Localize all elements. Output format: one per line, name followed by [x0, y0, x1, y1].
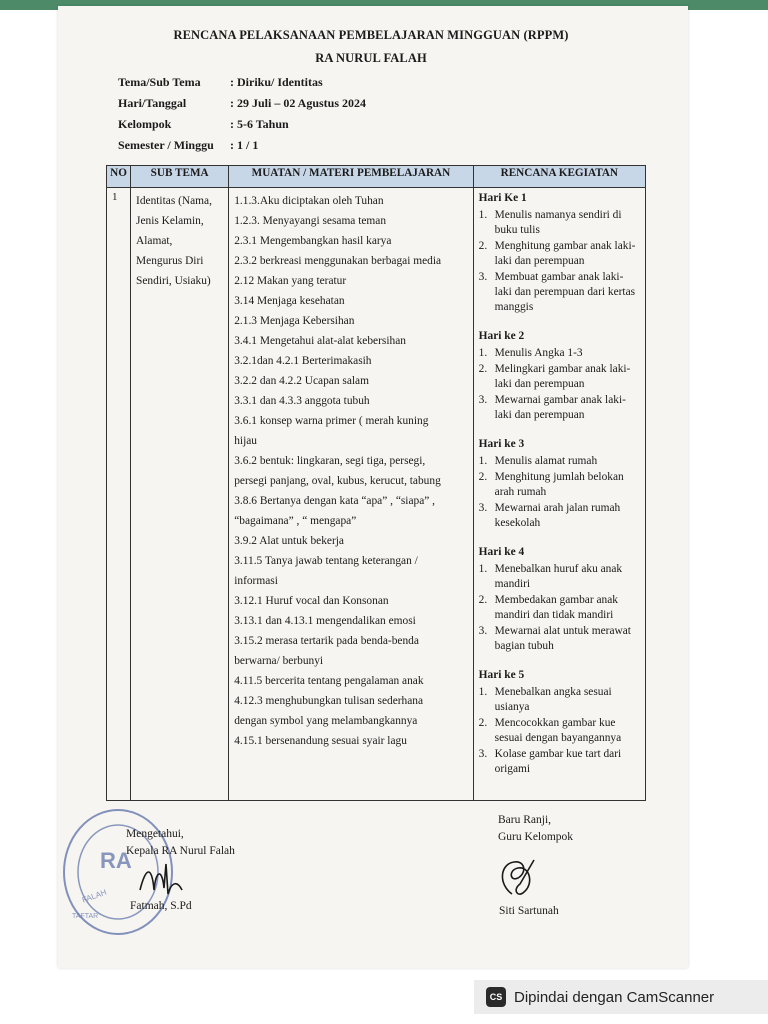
- cell-kegiatan: [473, 188, 645, 801]
- meta-row-kelompok: [118, 114, 366, 135]
- materi-item: 2.1.3 Menjaga Kebersihan: [234, 315, 355, 327]
- materi-item: 3.4.1 Mengetahui alat-alat kebersihan: [234, 335, 406, 347]
- signature-left-line2: Kepala RA Nurul Falah: [126, 845, 235, 857]
- activity-item-text: Menebalkan huruf aku anak mandiri: [494, 563, 623, 590]
- activity-item-number: 3.: [478, 748, 488, 760]
- activity-day: [479, 329, 640, 423]
- materi-item: “bagaimana” , “ mengapa”: [234, 515, 357, 527]
- materi-item: 4.12.3 menghubungkan tulisan sederhana: [234, 695, 424, 707]
- table-row: [107, 188, 646, 801]
- activity-item: [479, 346, 640, 361]
- activity-item: [479, 270, 640, 315]
- materi-item: 3.2.1dan 4.2.1 Berterimakasih: [234, 355, 372, 367]
- document-title: RENCANA PELAKSANAAN PEMBELAJARAN MINGGUAN (RPPM): [173, 28, 569, 42]
- materi-item: hijau: [234, 435, 257, 447]
- materi-item: berwarna/ berbunyi: [234, 655, 324, 667]
- signature-right-line1: Baru Ranji,: [498, 814, 552, 826]
- signature-left-line1: Mengetahui,: [126, 828, 184, 840]
- activity-day: [479, 545, 640, 654]
- sub-tema-line: Sendiri, Usiaku): [136, 275, 211, 287]
- camscanner-logo-icon: CS: [486, 987, 506, 1007]
- cell-materi: [229, 188, 473, 801]
- activity-day: [479, 437, 640, 531]
- activity-item-number: 2.: [478, 240, 488, 252]
- activity-item-text: Membuat gambar anak laki-laki dan perempuan dari kertas manggis: [494, 271, 636, 313]
- activity-item-text: Menghitung jumlah belokan arah rumah: [494, 471, 624, 498]
- activity-item-text: Melingkari gambar anak laki-laki dan perempuan: [494, 363, 631, 390]
- activity-item: [479, 562, 640, 592]
- activity-list: [479, 346, 640, 423]
- activity-day: [479, 191, 640, 315]
- activity-day-title: Hari ke 3: [478, 438, 525, 450]
- meta-label: Tema/Sub Tema: [118, 75, 201, 89]
- signature-left-block: [126, 826, 235, 860]
- header-kegiatan: RENCANA KEGIATAN: [473, 166, 645, 188]
- activity-item-text: Mewarnai arah jalan rumah kesekolah: [494, 502, 621, 529]
- signature-right-name: Siti Sartunah: [499, 905, 559, 917]
- camscanner-watermark: [474, 980, 768, 1014]
- activity-day-title: Hari ke 5: [478, 669, 525, 681]
- activity-item-number: 3.: [478, 625, 488, 637]
- signature-right-block: [498, 812, 573, 846]
- activity-item-text: Membedakan gambar anak mandiri dan tidak mandiri: [494, 594, 619, 621]
- lesson-plan-table: [106, 165, 646, 801]
- activity-day-title: Hari ke 4: [478, 546, 525, 558]
- meta-value: : 1 / 1: [230, 138, 259, 152]
- cell-sub-tema: [131, 188, 229, 801]
- activity-item-number: 3.: [478, 502, 488, 514]
- activity-item-number: 1.: [478, 686, 488, 698]
- watermark-text: Dipindai dengan CamScanner: [514, 988, 715, 1006]
- materi-item: dengan symbol yang melambangkannya: [234, 715, 418, 727]
- materi-item: 3.6.2 bentuk: lingkaran, segi tiga, persegi,: [234, 455, 426, 467]
- materi-item: 2.12 Makan yang teratur: [234, 275, 347, 287]
- meta-row-tanggal: [118, 93, 366, 114]
- activity-item-number: 2.: [478, 594, 488, 606]
- activity-item: [479, 362, 640, 392]
- materi-item: 2.3.2 berkreasi menggunakan berbagai media: [234, 255, 442, 267]
- activity-item-number: 1.: [478, 455, 488, 467]
- activity-item-text: Mewarnai gambar anak laki-laki dan perempuan: [494, 394, 626, 421]
- meta-row-semester: [118, 135, 366, 156]
- materi-item: 3.6.1 konsep warna primer ( merah kuning: [234, 415, 429, 427]
- sub-tema-line: Alamat,: [136, 235, 173, 247]
- activity-item-number: 1.: [478, 347, 488, 359]
- teacher-signature-icon: [490, 854, 546, 902]
- svg-text:RA: RA: [100, 848, 132, 873]
- materi-item: 2.3.1 Mengembangkan hasil karya: [234, 235, 392, 247]
- activity-item-text: Mewarnai alat untuk merawat bagian tubuh: [494, 625, 631, 652]
- activity-item-number: 3.: [478, 394, 488, 406]
- sub-tema-line: Mengurus Diri: [136, 255, 204, 267]
- activity-item-number: 2.: [478, 363, 488, 375]
- header-sub-tema: SUB TEMA: [131, 166, 229, 188]
- activity-item-number: 1.: [478, 209, 488, 221]
- activity-list: [479, 685, 640, 777]
- header-no: NO: [107, 166, 131, 188]
- cell-no: 1: [107, 188, 131, 801]
- activity-list: [479, 562, 640, 654]
- materi-item: 4.15.1 bersenandung sesuai syair lagu: [234, 735, 407, 747]
- meta-block: [118, 72, 366, 156]
- meta-label: Semester / Minggu: [118, 138, 214, 152]
- materi-item: informasi: [234, 575, 278, 587]
- materi-item: 3.2.2 dan 4.2.2 Ucapan salam: [234, 375, 369, 387]
- activity-day-title: Hari ke 2: [478, 330, 525, 342]
- meta-row-tema: [118, 72, 366, 93]
- activity-item: [479, 685, 640, 715]
- activity-day-title: Hari Ke 1: [478, 192, 527, 204]
- activity-item: [479, 393, 640, 423]
- activity-item: [479, 239, 640, 269]
- activity-item-text: Menulis alamat rumah: [494, 455, 598, 467]
- activity-item: [479, 454, 640, 469]
- materi-item: 1.2.3. Menyayangi sesama teman: [234, 215, 387, 227]
- activity-item: [479, 624, 640, 654]
- signature-right-line2: Guru Kelompok: [498, 831, 574, 843]
- materi-item: 1.1.3.Aku diciptakan oleh Tuhan: [234, 195, 384, 207]
- sub-tema-line: Jenis Kelamin,: [136, 215, 204, 227]
- svg-text:TAFTAR: TAFTAR: [72, 913, 99, 920]
- materi-item: 3.9.2 Alat untuk bekerja: [234, 535, 344, 547]
- materi-item: 3.14 Menjaga kesehatan: [234, 295, 345, 307]
- activity-item: [479, 716, 640, 746]
- activity-item: [479, 470, 640, 500]
- materi-item: 3.15.2 merasa tertarik pada benda-benda: [234, 635, 419, 647]
- activity-item: [479, 501, 640, 531]
- materi-item: 3.3.1 dan 4.3.3 anggota tubuh: [234, 395, 370, 407]
- activity-item: [479, 747, 640, 777]
- activity-item-text: Menebalkan angka sesuai usianya: [494, 686, 612, 713]
- materi-item: persegi panjang, oval, kubus, kerucut, tabung: [234, 475, 441, 487]
- activity-item-text: Menulis Angka 1-3: [494, 347, 583, 359]
- sub-tema-line: Identitas (Nama,: [136, 195, 212, 207]
- school-name: RA NURUL FALAH: [315, 51, 427, 65]
- meta-label: Hari/Tanggal: [118, 96, 187, 110]
- headmaster-signature-icon: [136, 860, 186, 900]
- activity-item-number: 1.: [478, 563, 488, 575]
- activity-item: [479, 593, 640, 623]
- activity-item-number: 2.: [478, 471, 488, 483]
- materi-item: 3.8.6 Bertanya dengan kata “apa” , “siapa” ,: [234, 495, 436, 507]
- materi-item: 3.11.5 Tanya jawab tentang keterangan /: [234, 555, 418, 567]
- activity-item-text: Menghitung gambar anak laki-laki dan perempuan: [494, 240, 636, 267]
- table-header-row: [107, 166, 646, 188]
- activity-list: [479, 454, 640, 531]
- header-materi: MUATAN / MATERI PEMBELAJARAN: [229, 166, 473, 188]
- signature-left-name: Fatmah, S.Pd: [130, 900, 192, 912]
- activity-item: [479, 208, 640, 238]
- meta-value: : 5-6 Tahun: [230, 117, 289, 131]
- svg-text:FALAH: FALAH: [80, 887, 108, 905]
- materi-item: 4.11.5 bercerita tentang pengalaman anak: [234, 675, 424, 687]
- meta-value: : 29 Juli – 02 Agustus 2024: [230, 96, 367, 110]
- activity-item-number: 3.: [478, 271, 488, 283]
- materi-item: 3.12.1 Huruf vocal dan Konsonan: [234, 595, 389, 607]
- activity-item-number: 2.: [478, 717, 488, 729]
- activity-day: [479, 668, 640, 777]
- meta-value: : Diriku/ Identitas: [230, 75, 323, 89]
- activity-item-text: Menulis namanya sendiri di buku tulis: [494, 209, 622, 236]
- meta-label: Kelompok: [118, 117, 172, 131]
- activity-item-text: Kolase gambar kue tart dari origami: [494, 748, 622, 775]
- activity-item-text: Mencocokkan gambar kue sesuai dengan bayangannya: [494, 717, 622, 744]
- activity-list: [479, 208, 640, 315]
- materi-item: 3.13.1 dan 4.13.1 mengendalikan emosi: [234, 615, 416, 627]
